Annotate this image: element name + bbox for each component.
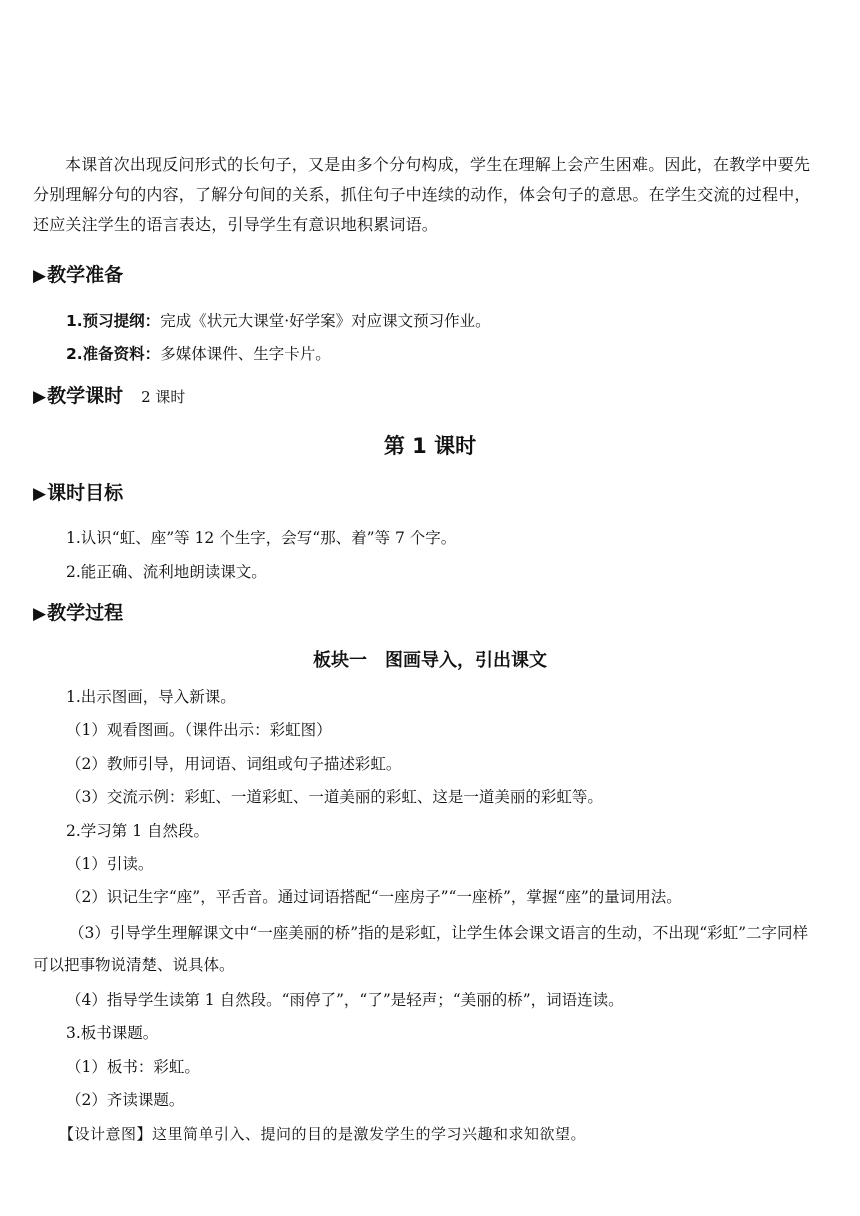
- prep-item-text: 完成《状元大课堂·好学案》对应课文预习作业。: [160, 312, 491, 330]
- process-line: （3）交流示例：彩虹、一道彩虹、一道美丽的彩虹、这是一道美丽的彩虹等。: [66, 788, 603, 806]
- process-line: 3.板书课题。: [66, 1024, 159, 1042]
- process-line: 2.学习第 1 自然段。: [66, 822, 210, 840]
- prep-item-label: 2.准备资料：: [66, 345, 161, 363]
- prep-item-text: 多媒体课件、生字卡片。: [160, 345, 331, 363]
- heading-text: 教学课时: [47, 385, 124, 407]
- triangle-marker-icon: ▶: [33, 387, 47, 407]
- prep-item-2: [66, 343, 331, 365]
- heading-text: 课时目标: [47, 482, 124, 504]
- prep-item-label: 1.预习提纲：: [66, 312, 161, 330]
- section-heading-lesson-goals: [33, 481, 123, 506]
- heading-text: 教学准备: [47, 264, 124, 286]
- section-heading-teaching-hours: [33, 384, 185, 409]
- section-heading-teaching-prep: [33, 263, 123, 288]
- process-line: （2）齐读课题。: [66, 1091, 185, 1109]
- design-intent: 【设计意图】这里简单引入、提问的目的是激发学生的学习兴趣和求知欲望。: [59, 1125, 587, 1143]
- process-line: （4）指导学生读第 1 自然段。“雨停了”，“了”是轻声；“美丽的桥”，词语连读。: [66, 991, 624, 1009]
- goal-item-1: 1.认识“虹、座”等 12 个生字，会写“那、着”等 7 个字。: [66, 529, 457, 547]
- process-line: （2）教师引导，用词语、词组或句子描述彩虹。: [66, 755, 402, 773]
- triangle-marker-icon: ▶: [33, 266, 47, 286]
- process-line: （2）识记生字“座”，平舌音。通过词语搭配“一座房子”“一座桥”，掌握“座”的量词用法。: [66, 888, 682, 906]
- process-line: （1）板书：彩虹。: [66, 1058, 200, 1076]
- process-paragraph: （3）引导学生理解课文中“一座美丽的桥”指的是彩虹，让学生体会课文语言的生动，不出现“彩虹”二字同样可以把事物说清楚、说具体。: [33, 924, 809, 974]
- triangle-marker-icon: ▶: [33, 604, 47, 624]
- prep-item-1: [66, 310, 491, 332]
- process-line: （1）观看图画。（课件出示：彩虹图）: [66, 721, 332, 739]
- process-line: 1.出示图画，导入新课。: [66, 688, 236, 706]
- section-heading-teaching-process: [33, 601, 123, 626]
- triangle-marker-icon: ▶: [33, 484, 47, 504]
- process-line: （1）引读。: [66, 855, 154, 873]
- teaching-hours-value: 2 课时: [141, 388, 186, 406]
- block-title: 板块一 图画导入，引出课文: [313, 650, 547, 671]
- heading-text: 教学过程: [47, 602, 124, 624]
- intro-paragraph: 本课首次出现反问形式的长句子，又是由多个分句构成，学生在理解上会产生困难。因此，在教学中要先分别理解分句的内容，了解分句间的关系，抓住句子中连续的动作，体会句子的意思。在学生交流的过程中，还应关注学生的语言表达，引导学生有意识地积累词语。: [33, 155, 811, 234]
- lesson-title: 第 1 课时: [383, 434, 477, 458]
- goal-item-2: 2.能正确、流利地朗读课文。: [66, 563, 267, 581]
